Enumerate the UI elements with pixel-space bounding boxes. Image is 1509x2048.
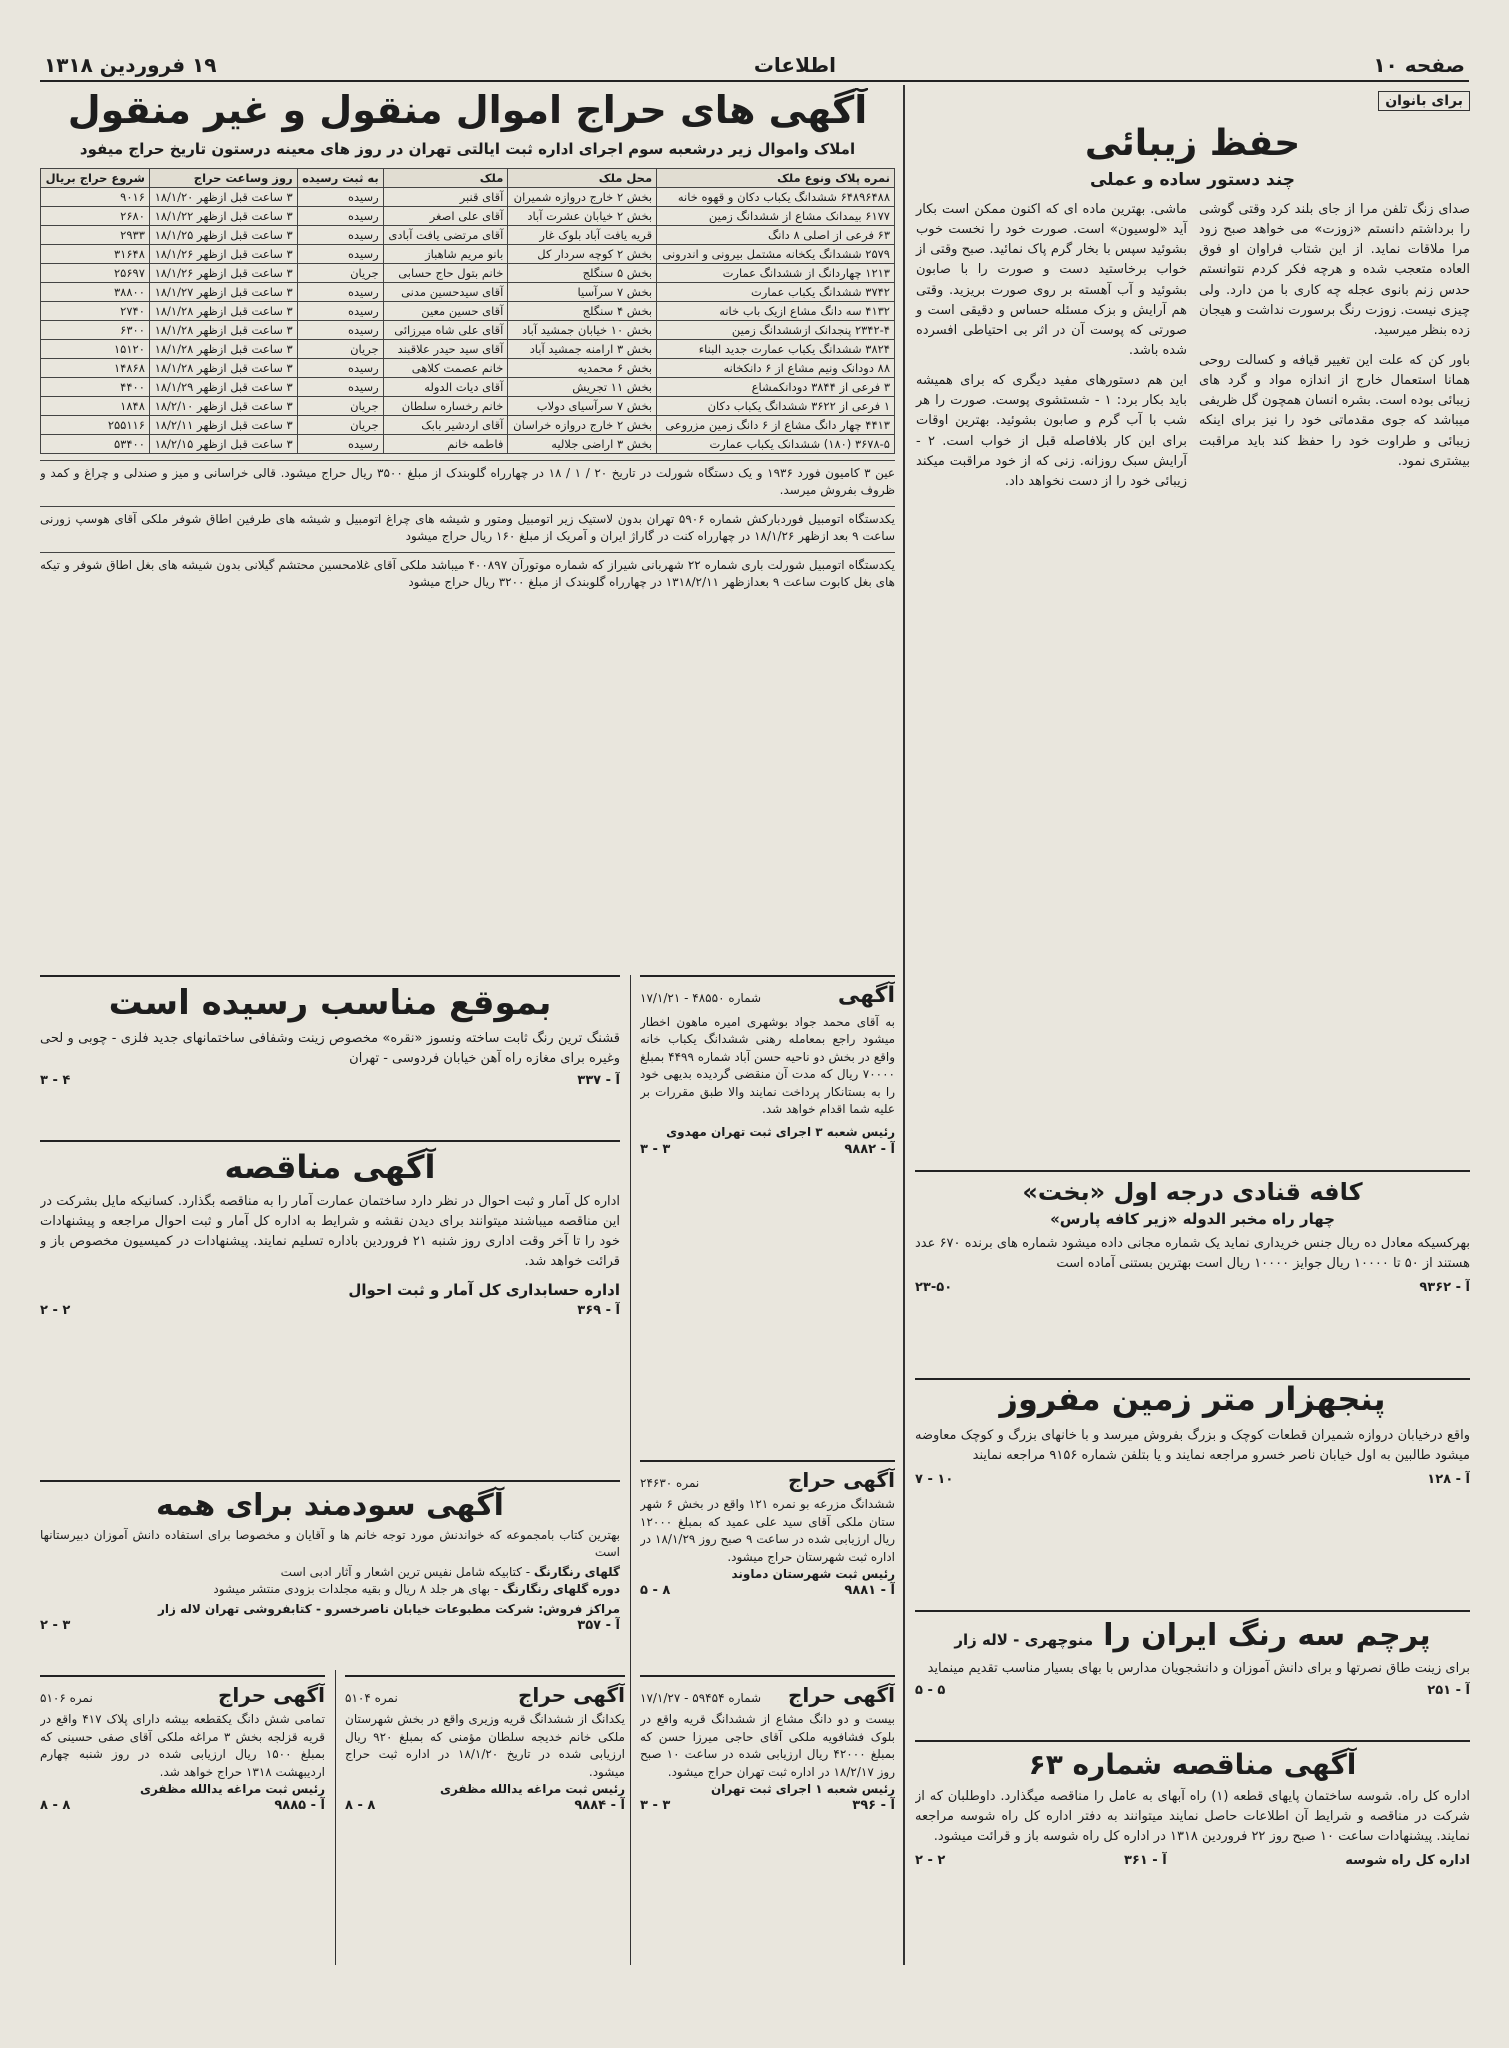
auction-table (40, 168, 895, 454)
auction-row (41, 416, 895, 435)
land-ref: آ - ۱۲۸ (1427, 1472, 1470, 1488)
auction-cell: ۳ ساعت قبل ازظهر ۱۸/۱/۲۸ (149, 359, 297, 378)
article-paragraph: صدای زنگ تلفن مرا از جای بلند کرد وقتی گوشی را برداشتم دانستم «زوزت» می خواهد صبح زود مرا ملاقات نماید. از این شتاب فراوان او فوق العاده متعجب شده و هرچه فکر کردم نتوانستم حدس زنم بانوی عجله چه کاری با من دارد. ولی چیزی نیست. زوزت رنگ برسورت نداشت و هیجان زده بنظر میرسید. (1199, 202, 1470, 338)
notice-number: شماره ۴۸۵۵۰ - ۱۷/۱/۲۱ (640, 991, 762, 1005)
auction-cell: ۶۱۷۷ بیمدانک مشاع از ششدانگ زمین (657, 207, 895, 226)
auction-row (41, 264, 895, 283)
notice-ref: آ - ۹۸۸۲ (844, 1141, 895, 1157)
auction-header-row (41, 169, 895, 188)
flag-ref: آ - ۲۵۱ (1427, 1683, 1470, 1699)
auction-cell: ۳۶۷۸-۵ (۱۸۰) ششدانک یکباب عمارت (657, 435, 895, 454)
auction-cell: ۲۳۴۲-۴ پنجدانک ازششدانگ زمین (657, 321, 895, 340)
auction-cell: رسیده (297, 226, 383, 245)
hiraj-right-ref-2: ۸ - ۸ (40, 1798, 71, 1814)
book-2-title: دوره گلهای رنگارنگ (502, 1582, 620, 1597)
cafe-body: بهرکسیکه معادل ده ریال جنس خریداری نماید یک شماره مجانی داده میشود شماره های برنده ۶۷۰ عدد هستند از ۵۰ تا ۱۰۰۰۰ ریال جوایز ۱۰۰۰۰ ریال است بهترین بستنی آماده است (915, 1236, 1470, 1272)
auction-cell: بخش ۷ سرآسیای دولاب (508, 397, 657, 416)
section-label: برای بانوان (1378, 91, 1470, 111)
useful-ad: آگهی سودمند برای همه بهترین کتاب بامجموعه که خواندنش مورد توجه خانم ها و آقایان و مخصوصا برای استفاده دانش آموزان دبیرستانها است گلهای رنگارنگ - کتابیکه شامل نفیس ترین اشعار و آثار ادبی است دوره گلهای رنگارنگ - بهای هر جلد ۸ ریال و بقیه مجلدات بزودی منتشر میشود مراکز فروش: شرکت مطبوعات خیابان ناصرخسرو - کتابفروشی تهران لاله زار آ - ۳۵۷ ۳ - ۲ (40, 1480, 620, 1673)
auction-cell: ۳ ساعت قبل ازظهر ۱۸/۱/۲۸ (149, 340, 297, 359)
auction-cell: ۲۵۶۹۷ (41, 264, 150, 283)
cafe-title: کافه قنادی درجه اول «بخت» (1022, 1178, 1363, 1206)
notice-title: آگهی (837, 983, 895, 1008)
auction-cell: جریان (297, 340, 383, 359)
auction-cell: آقای علی شاه میرزائی (383, 321, 508, 340)
auction-notice-ad (640, 1460, 895, 1673)
auction-cell: رسیده (297, 245, 383, 264)
auction-cell: ۱۵۱۲۰ (41, 340, 150, 359)
auction-cell: بخش ۵ سنگلج (508, 264, 657, 283)
book-1-desc: کتابیکه شامل نفیس ترین اشعار و آثار ادبی است (280, 1564, 522, 1579)
auction-cell: ۳ ساعت قبل ازظهر ۱۸/۱/۲۷ (149, 283, 297, 302)
land-body: واقع درخیابان دروازه شمیران قطعات کوچک و بزرگ بفروش میرسد و با خانهای بزرگ و کوچک معاوضه میشود طالبین به اول خیابان ناصر خسرو مراجعه نمایند و یا بتلفن شماره ۹۱۵۶ مراجعه نمایند (915, 1428, 1470, 1464)
auction-cell: رسیده (297, 207, 383, 226)
hiraj-right-ref: آ - ۹۸۸۵ (274, 1798, 325, 1814)
tender-title: آگهی مناقصه (224, 1148, 436, 1186)
auction-cell: ۲۹۳۳ (41, 226, 150, 245)
land-ad (915, 1380, 1470, 1600)
hiraj-right-number: نمره ۵۱۰۶ (40, 1691, 93, 1705)
auction-cell: بخش ۷ سرآسیا (508, 283, 657, 302)
col-header: نمره پلاک ونوع ملک (657, 169, 895, 188)
auction-cell: ۱ فرعی از ۳۶۲۲ ششدانگ یکباب دکان (657, 397, 895, 416)
auction-note: یکدستگاه اتومبیل فوردبارکش شماره ۵۹۰۶ تهران بدون لاستیک زیر اتومبیل ومتور و شیشه های چراغ اتومبیل و شیشه های طرفین اطاق شوفر ملکی آقای هوسپ زورنی ساعت ۹ بعد ازظهر ۱۸/۱/۲۶ در چهارراه کنت در گاراژ ایران و آمریک از مبلغ ۱۶۰ ریال حراج میشود (40, 506, 895, 546)
hiraj-m2-ref: آ - ۳۹۶ (852, 1798, 895, 1814)
article-paragraph: ماشی. بهترین ماده ای که اکنون ممکن است بکار آید «لوسیون» است. صورت خود را نخست خوب بشوئید سپس با بخار گرم پاک نمائید. صبح وقتی از خواب برخاستید دست و صورت را با صابون بشوئید و آب آهسته بر روی صورت بریزید. وقتی هم آرایش و بزک مسئله حساس و دقیقی است و صورتی که پوست آن در اثر بی احتیاطی افسرده شده باشد. (916, 202, 1187, 358)
column-divider (335, 1670, 336, 1965)
auction-cell: بخش ۲ کوچه سردار کل (508, 245, 657, 264)
tender63-title: آگهی مناقصه شماره ۶۳ (1028, 1748, 1357, 1781)
article-paragraph: این هم دستورهای مفید دیگری که برای همیشه باید بکار برد: ۱ - شستشوی پوست. صورت را هر شب با آب گرم و صابون بشوئید. بهترین اوقات برای این کار بلافاصله قبل از خواب است. ۲ - آرایش سبک روزانه. زنی که از خود مراقبت میکند زیبائی خود را از دست نخواهد داد. (916, 373, 1188, 489)
useful-ref: آ - ۳۵۷ (577, 1617, 620, 1633)
auction-cell: آقای علی اصغر (383, 207, 508, 226)
col-header: به ثبت رسیده (297, 169, 383, 188)
flag-body: برای زینت طاق نصرتها و برای دانش آموزان و دانشجویان مدارس با بهای بسیار مناسب تقدیم مینماید (927, 1661, 1470, 1676)
auction-cell: ۳ ساعت قبل ازظهر ۱۸/۱/۲۸ (149, 302, 297, 321)
hiraj-mid-number: نمره ۲۴۶۳۰ (640, 1476, 700, 1490)
col-header: محل ملک (508, 169, 657, 188)
article-paragraph: باور کن که علت این تغییر قیافه و کسالت روحی همانا استعمال خارج از اندازه مواد و گرد های زیبائی بوده است. بشره انسان همچون گل ظریفی میباشد که جوی مقدماتی خود را نیز برای اینکه زیبائی و طراوت خود را حفظ کند باید مراقبت بیشتری نمود. (1199, 352, 1470, 469)
auction-cell: بخش ۳ ارامنه جمشید آباد (508, 340, 657, 359)
col-header: روز وساعت حراج (149, 169, 297, 188)
auction-cell: بخش ۱۰ خیابان جمشید آباد (508, 321, 657, 340)
auction-section (40, 88, 895, 958)
hiraj-left-sign: رئیس ثبت مراغه یدالله مظفری (439, 1781, 625, 1796)
tender-63-ad (915, 1740, 1470, 1978)
auction-cell: قریه یافت آباد بلوک غار (508, 226, 657, 245)
auction-cell: ۱۴۸۶۸ (41, 359, 150, 378)
book-2-desc: بهای هر جلد ۸ ریال و بقیه مجلدات بزودی منتشر میشود (213, 1582, 491, 1597)
flag-title: پرچم سه رنگ ایران را (1103, 1618, 1431, 1653)
column-divider (630, 975, 631, 1965)
hiraj-m2-ref-2: ۳ - ۳ (640, 1798, 671, 1814)
hiraj-right-title: آگهی حراج (217, 1683, 325, 1707)
hiraj-mid-ref-2: ۸ - ۵ (640, 1583, 671, 1599)
tender-office: اداره حسابداری کل آمار و ثبت احوال (348, 1280, 620, 1299)
auction-row (41, 321, 895, 340)
auction-cell: ۶۴۸۹۶۴۸۸ ششدانگ یکباب دکان و قهوه خانه (657, 188, 895, 207)
cafe-ad (915, 1170, 1470, 1380)
auction-cell: رسیده (297, 321, 383, 340)
useful-title: آگهی سودمند برای همه (156, 1488, 504, 1523)
timely-body: قشنگ ترین رنگ ثابت ساخته ونسوز «نقره» مخصوص زینت وشفافی ساختمانهای جدید فلزی - چوبی و لحی وغیره برای مغازه راه آهن خیابان فردوسی - تهران (40, 1031, 620, 1067)
auction-cell: خانم عصمت کلاهی (383, 359, 508, 378)
auction-cell: بخش ۶ محمدیه (508, 359, 657, 378)
auction-cell: آقای سیدحسین مدنی (383, 283, 508, 302)
auction-cell: خانم رخساره سلطان (383, 397, 508, 416)
flag-ref-2: ۵ - ۵ (915, 1683, 946, 1699)
hiraj-m2-body: بیست و دو دانگ مشاع از ششدانگ قریه واقع در بلوک فشافویه ملکی آقای حاجی میرزا حسن که بمبلغ ۴۲۰۰۰ ریال ارزیابی شده در ساعت ۱۰ صبح روز ۱۸/۲/۱۷ در اداره ثبت تهران حراج میشود. (640, 1712, 895, 1779)
auction-cell: رسیده (297, 378, 383, 397)
page-number: صفحه ۱۰ (1373, 53, 1465, 77)
auction-cell: آقای حسین معین (383, 302, 508, 321)
auction-cell: ۳۸۲۴ ششدانگ یکباب عمارت جدید البناء (657, 340, 895, 359)
auction-cell: ۳ ساعت قبل ازظهر ۱۸/۲/۱۱ (149, 416, 297, 435)
auction-row (41, 435, 895, 454)
book-1-title: گلهای رنگارنگ (533, 1564, 620, 1579)
auction-cell: ۸۸ دودانک ونیم مشاع از ۶ دانکخانه (657, 359, 895, 378)
article-title: حفظ زیبائی (1084, 123, 1301, 164)
tender63-ref: آ - ۳۶۱ (1123, 1853, 1167, 1869)
timely-ref: آ - ۳۳۷ (577, 1073, 620, 1089)
auction-cell: آقای سید حیدر علاقبند (383, 340, 508, 359)
auction-cell: ۳۷۴۲ ششدانگ یکباب عمارت (657, 283, 895, 302)
auction-cell: ۴۴۰۰ (41, 378, 150, 397)
auction-cell: بخش ۴ سنگلج (508, 302, 657, 321)
timely-ref-2: ۴ - ۳ (40, 1073, 71, 1089)
issue-date: ۱۹ فروردین ۱۳۱۸ (44, 53, 217, 77)
auction-cell: ۳ ساعت قبل ازظهر ۱۸/۱/۲۵ (149, 226, 297, 245)
auction-row (41, 378, 895, 397)
useful-ref-2: ۳ - ۲ (40, 1617, 71, 1633)
auction-cell: رسیده (297, 283, 383, 302)
auction-notice-ad (345, 1675, 625, 1973)
auction-row (41, 397, 895, 416)
auction-cell: ۲۶۸۰ (41, 207, 150, 226)
hiraj-mid-title: آگهی حراج (787, 1468, 895, 1492)
auction-cell: بخش ۲ خارج دروازه خراسان (508, 416, 657, 435)
hiraj-m2-title: آگهی حراج (787, 1683, 895, 1707)
auction-cell: رسیده (297, 359, 383, 378)
auction-cell: ۳ فرعی از ۳۸۴۴ دودانکمشاع (657, 378, 895, 397)
land-ref-2: ۱۰ - ۷ (915, 1472, 954, 1488)
auction-note: یکدستگاه اتومبیل شورلت باری شماره ۲۲ شهربانی شیراز که شماره موتورآن ۴۰۰۸۹۷ میباشد ملکی آقای غلامحسین محتشم گیلانی بدون شیشه های بغل اطاق شوفر و تیکه های بغل کابوت ساعت ۹ بعدازظهر ۱۳۱۸/۲/۱۱ در چهارراه گلوبندک از مبلغ ۳۲۰۰ ریال حراج میشود (40, 552, 895, 592)
auction-cell: ۳ ساعت قبل ازظهر ۱۸/۱/۲۶ (149, 264, 297, 283)
auction-cell: ۳ ساعت قبل ازظهر ۱۸/۱/۲۹ (149, 378, 297, 397)
hiraj-m2-sign: رئیس شعبه ۱ اجرای ثبت تهران (711, 1781, 895, 1796)
auction-cell: فاطمه خانم (383, 435, 508, 454)
auction-notice-ad (40, 1675, 325, 1973)
auction-cell: آقای اردشیر بابک (383, 416, 508, 435)
auction-cell: ۴۱۳۲ سه دانگ مشاع ازیک باب خانه (657, 302, 895, 321)
auction-cell: ۲۷۴۰ (41, 302, 150, 321)
auction-cell: ۱۲۱۳ چهاردانگ از ششدانگ عمارت (657, 264, 895, 283)
auction-cell: ۳ ساعت قبل ازظهر ۱۸/۱/۲۲ (149, 207, 297, 226)
auction-row (41, 340, 895, 359)
auction-cell: جریان (297, 397, 383, 416)
auction-row (41, 359, 895, 378)
auction-cell: ۳ ساعت قبل ازظهر ۱۸/۱/۲۰ (149, 188, 297, 207)
auction-cell: آقای مرتضی یافت آبادی (383, 226, 508, 245)
auction-cell: ۲۵۵۱۱۶ (41, 416, 150, 435)
tender-ad (40, 1140, 620, 1478)
auction-cell: آقای دیات الدوله (383, 378, 508, 397)
auction-cell: ۳ ساعت قبل ازظهر ۱۸/۱/۲۸ (149, 321, 297, 340)
auction-notice-ad (640, 1675, 895, 1973)
auction-cell: ۹۰۱۶ (41, 188, 150, 207)
auction-cell: ۳۱۶۴۸ (41, 245, 150, 264)
auction-cell: ۱۸۴۸ (41, 397, 150, 416)
hiraj-mid-ref: آ - ۹۸۸۱ (844, 1583, 895, 1599)
auction-cell: جریان (297, 416, 383, 435)
auction-row (41, 226, 895, 245)
notice-sign: رئیس شعبه ۳ اجرای ثبت تهران مهدوی (666, 1125, 895, 1140)
hiraj-left-title: آگهی حراج (517, 1683, 625, 1707)
article-subtitle: چند دستور ساده و عملی (1089, 170, 1296, 190)
auction-cell: ۲۵۷۹ ششدانگ یکخانه مشتمل بیرونی و اندرونی (657, 245, 895, 264)
hiraj-m2-number: شماره ۵۹۴۵۴ - ۱۷/۱/۲۷ (640, 1691, 762, 1705)
notice-ad (640, 975, 895, 1458)
auction-cell: ۳ ساعت قبل ازظهر ۱۸/۲/۱۰ (149, 397, 297, 416)
auction-cell: بانو مریم شاهباز (383, 245, 508, 264)
cafe-ref-2: ۲۳-۵۰ (915, 1280, 953, 1296)
auction-row (41, 283, 895, 302)
land-title: پنجهزار متر زمین مفروز (999, 1380, 1386, 1418)
tender63-ref-2: ۲ - ۲ (915, 1853, 946, 1869)
flag-ad (915, 1610, 1470, 1738)
auction-cell: آقای قنبر (383, 188, 508, 207)
column-divider (903, 85, 905, 1965)
hiraj-mid-sign: رئیس ثبت شهرستان دماوند (731, 1566, 895, 1581)
auction-cell: ۵۳۴۰۰ (41, 435, 150, 454)
hiraj-right-sign: رئیس ثبت مراغه یدالله مظفری (139, 1781, 325, 1796)
auction-cell: ۶۳ فرعی از اصلی ۸ دانگ (657, 226, 895, 245)
col-header: ملک (383, 169, 508, 188)
auction-cell: رسیده (297, 302, 383, 321)
cafe-address: چهار راه مخبر الدوله «زیر کافه پارس» (1050, 1210, 1335, 1228)
women-beauty-article (915, 90, 1470, 1140)
auction-row (41, 188, 895, 207)
auction-cell: ۳۸۸۰۰ (41, 283, 150, 302)
hiraj-right-body: تمامی شش دانگ یکقطعه بیشه دارای پلاک ۴۱۷ واقع در قریه قزلجه بخش ۳ مراغه ملکی آقای صفی حسینی که بمبلغ ۱۵۰۰ ریال ارزیابی شده در روز شنبه چهارم اردیبهشت ۱۳۱۸ حراج خواهد شد. (40, 1712, 325, 1779)
auction-title: آگهی های حراج اموال منقول و غیر منقول (67, 88, 868, 132)
auction-cell: ۳ ساعت قبل ازظهر ۱۸/۱/۲۶ (149, 245, 297, 264)
hiraj-left-ref-2: ۸ - ۸ (345, 1798, 376, 1814)
auction-cell: بخش ۳ اراضی جلالیه (508, 435, 657, 454)
notice-ref-2: ۳ - ۳ (640, 1141, 671, 1157)
tender63-office: اداره کل راه شوسه (1345, 1853, 1470, 1869)
auction-cell: رسیده (297, 188, 383, 207)
paper-name: اطلاعات (753, 53, 836, 77)
timely-ad (40, 975, 620, 1138)
auction-cell: بخش ۱۱ تجریش (508, 378, 657, 397)
cafe-ref: آ - ۹۳۶۲ (1419, 1280, 1470, 1296)
useful-intro: بهترین کتاب بامجموعه که خواندنش مورد توجه خانم ها و آقایان و مخصوصا برای استفاده دانش آموزان دبیرستانها است (40, 1528, 620, 1560)
flag-seller: منوچهری - لاله زار (954, 1631, 1094, 1649)
auction-cell: ۶۳۰۰ (41, 321, 150, 340)
auction-row (41, 207, 895, 226)
hiraj-mid-body: ششدانگ مزرعه بو نمره ۱۲۱ واقع در بخش ۶ شهر ستان ملکی آقای سید علی عمید که بمبلغ ۱۲۰۰۰ ریال ارزیابی شده در ساعت ۹ صبح روز ۱۸/۱/۲۹ در اداره ثبت شهرستان حراج میشود. (640, 1497, 895, 1564)
notice-body: به آقای محمد جواد بوشهری امیره ماهون اخطار میشود راجع بمعامله رهنی ششدانگ یکباب خانه واقع در بخش دو ناحیه حسن آباد شماره ۴۴۹۹ بمبلغ ۷۰۰۰۰ ریال که مدت آن منقضی گردیده بدیهی خود را به بستانکار پرداخت نمایند والا طبق مقررات بر علیه شما اقدام خواهد شد. (640, 1015, 895, 1116)
tender63-body: اداره کل راه. شوسه ساختمان پایهای قطعه (۱) راه آبهای به عامل را مناقصه میگذارد. داوطلبان که از شرکت در مناقصه و شرایط آن اطلاعات حاصل نمایند میتوانند به دفتر اداره کل راه شوسه مراجعه نمایند. پیشنهادات ساعت ۱۰ صبح روز ۲۲ فروردین ۱۳۱۸ در اداره کل راه شوسه باز و قرائت میشود. (915, 1789, 1470, 1845)
col-header: شروع حراج بریال (41, 169, 150, 188)
tender-body: اداره کل آمار و ثبت احوال در نظر دارد ساختمان عمارت آمار را به مناقصه بگذارد. کسانیکه مایل بشرکت در این مناقصه میباشند میتوانند برای دیدن نقشه و شرایط به اداره کل آمار و ثبت احوال مراجعه و پیشنهادات خود را تا آخر وقت اداری روز شنبه ۲۱ فروردین باداره تسلیم نمایند. پیشنهادات در کمیسیون مخصوص باز و قرائت خواهد شد. (40, 1194, 620, 1270)
useful-centers: مراکز فروش: شرکت مطبوعات خیابان ناصرخسرو - کتابفروشی تهران لاله زار (157, 1601, 620, 1616)
auction-cell: خانم بتول حاج حسابی (383, 264, 508, 283)
auction-cell: ۴۴۱۳ چهار دانگ مشاع از ۶ دانگ زمین مزروعی (657, 416, 895, 435)
auction-cell: رسیده (297, 435, 383, 454)
auction-row (41, 302, 895, 321)
timely-title: بموقع مناسب رسیده است (108, 983, 552, 1023)
tender-ref: آ - ۳۶۹ (577, 1302, 620, 1318)
auction-note: عین ۳ کامیون فورد ۱۹۳۶ و یک دستگاه شورلت در تاریخ ۲۰ / ۱ / ۱۸ در چهارراه گلوبندک از مبلغ ۳۵۰۰ ریال حراج میشود. قالی خراسانی و میز و صندلی و چراغ و کمد و ظروف بفروش میرسد. (40, 460, 895, 500)
page-header (40, 50, 1469, 82)
auction-cell: ۳ ساعت قبل ازظهر ۱۸/۲/۱۵ (149, 435, 297, 454)
auction-cell: جریان (297, 264, 383, 283)
auction-cell: بخش ۲ خیابان عشرت آباد (508, 207, 657, 226)
auction-cell: بخش ۲ خارج دروازه شمیران (508, 188, 657, 207)
hiraj-left-number: نمره ۵۱۰۴ (345, 1691, 398, 1705)
hiraj-left-ref: آ - ۹۸۸۴ (574, 1798, 625, 1814)
auction-row (41, 245, 895, 264)
tender-ref-2: ۲ - ۲ (40, 1302, 71, 1318)
auction-subtitle: املاک واموال زیر درشعبه سوم اجرای اداره ثبت ایالتی تهران در روز های معینه درستون تاریخ حراج میفود (79, 140, 856, 158)
hiraj-left-body: یکدانگ از ششدانگ قریه وزیری واقع در بخش شهرستان ملکی خانم خدیجه سلطان مؤمنی که بمبلغ ۹۲۰ ریال ارزیابی شده در تاریخ ۱۸/۱/۲۰ در اداره ثبت حراج میشود. (345, 1712, 625, 1779)
